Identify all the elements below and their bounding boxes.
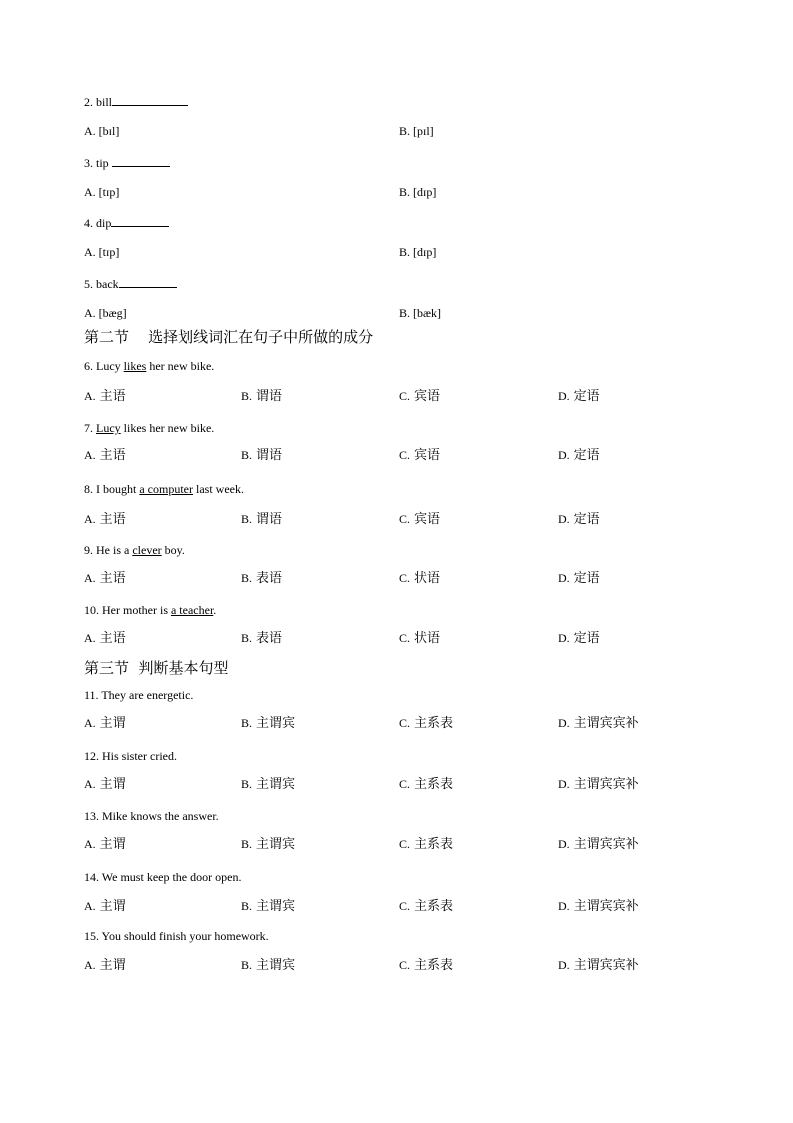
q7-option-a: A. 主语	[84, 448, 126, 463]
q8-option-c: C. 宾语	[399, 512, 441, 527]
question-11: 11. They are energetic.	[84, 688, 194, 702]
q6-option-d: D. 定语	[558, 389, 600, 404]
q9-option-b: B. 表语	[241, 571, 283, 586]
q10-option-c: C. 状语	[399, 631, 441, 646]
question-9: 9. He is a clever boy.	[84, 543, 185, 557]
q12-option-a: A. 主谓	[84, 777, 126, 792]
q3-option-b: B. [dɪp]	[399, 185, 437, 199]
question-8: 8. I bought a computer last week.	[84, 482, 244, 496]
q13-option-d: D. 主谓宾宾补	[558, 837, 639, 852]
question-5: 5. back	[84, 275, 177, 292]
q13-option-c: C. 主系表	[399, 837, 454, 852]
q15-option-b: B. 主谓宾	[241, 958, 296, 973]
q6-option-a: A. 主语	[84, 389, 126, 404]
q11-option-d: D. 主谓宾宾补	[558, 716, 639, 731]
q8-option-d: D. 定语	[558, 512, 600, 527]
q15-option-a: A. 主谓	[84, 958, 126, 973]
question-3: 3. tip	[84, 154, 170, 171]
section-2-heading: 第二节 选择划线词汇在句子中所做的成分	[84, 328, 374, 346]
q12-option-d: D. 主谓宾宾补	[558, 777, 639, 792]
q11-option-a: A. 主谓	[84, 716, 126, 731]
q7-option-d: D. 定语	[558, 448, 600, 463]
question-2: 2. bill	[84, 93, 188, 110]
q6-option-b: B. 谓语	[241, 389, 283, 404]
q6-option-c: C. 宾语	[399, 389, 441, 404]
q4-option-b: B. [dɪp]	[399, 245, 437, 259]
q15-option-c: C. 主系表	[399, 958, 454, 973]
question-6: 6. Lucy likes her new bike.	[84, 359, 215, 373]
q10-option-b: B. 表语	[241, 631, 283, 646]
q14-option-c: C. 主系表	[399, 899, 454, 914]
question-15: 15. You should finish your homework.	[84, 929, 269, 943]
q9-option-d: D. 定语	[558, 571, 600, 586]
q13-option-b: B. 主谓宾	[241, 837, 296, 852]
q13-option-a: A. 主谓	[84, 837, 126, 852]
q8-option-b: B. 谓语	[241, 512, 283, 527]
section-3-heading: 第三节 判断基本句型	[84, 659, 229, 677]
q14-option-b: B. 主谓宾	[241, 899, 296, 914]
q12-option-c: C. 主系表	[399, 777, 454, 792]
q9-option-a: A. 主语	[84, 571, 126, 586]
question-4: 4. dip	[84, 214, 169, 231]
q11-option-c: C. 主系表	[399, 716, 454, 731]
q10-option-a: A. 主语	[84, 631, 126, 646]
question-10: 10. Her mother is a teacher.	[84, 603, 217, 617]
q11-option-b: B. 主谓宾	[241, 716, 296, 731]
q7-option-b: B. 谓语	[241, 448, 283, 463]
q4-option-a: A. [tɪp]	[84, 245, 120, 259]
q5-option-b: B. [bæk]	[399, 306, 441, 320]
q2-option-a: A. [bɪl]	[84, 124, 120, 138]
q2-option-b: B. [pɪl]	[399, 124, 434, 138]
question-7: 7. Lucy likes her new bike.	[84, 421, 215, 435]
q7-option-c: C. 宾语	[399, 448, 441, 463]
q10-option-d: D. 定语	[558, 631, 600, 646]
question-12: 12. His sister cried.	[84, 749, 177, 763]
q5-option-a: A. [bæg]	[84, 306, 127, 320]
question-13: 13. Mike knows the answer.	[84, 809, 219, 823]
q3-option-a: A. [tɪp]	[84, 185, 120, 199]
q9-option-c: C. 状语	[399, 571, 441, 586]
q14-option-a: A. 主谓	[84, 899, 126, 914]
q15-option-d: D. 主谓宾宾补	[558, 958, 639, 973]
q14-option-d: D. 主谓宾宾补	[558, 899, 639, 914]
question-14: 14. We must keep the door open.	[84, 870, 242, 884]
q8-option-a: A. 主语	[84, 512, 126, 527]
q12-option-b: B. 主谓宾	[241, 777, 296, 792]
